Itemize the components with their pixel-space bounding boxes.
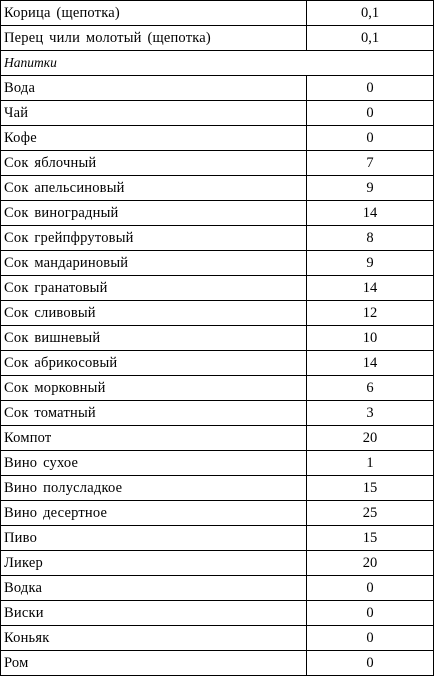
item-value: 0 (307, 651, 434, 676)
item-value: 9 (307, 251, 434, 276)
item-value: 0 (307, 101, 434, 126)
item-name: Чай (1, 101, 307, 126)
item-name: Сок мандариновый (1, 251, 307, 276)
item-name: Водка (1, 576, 307, 601)
table-row (1, 351, 434, 376)
item-name: Вино десертное (1, 501, 307, 526)
table-row (1, 76, 434, 101)
section-header-row (1, 51, 434, 76)
item-name: Сок апельсиновый (1, 176, 307, 201)
section-title: Напитки (1, 51, 434, 76)
table-row (1, 251, 434, 276)
table-row (1, 501, 434, 526)
item-value: 15 (307, 526, 434, 551)
item-name: Ликер (1, 551, 307, 576)
item-value: 14 (307, 351, 434, 376)
table-row (1, 476, 434, 501)
table-row (1, 626, 434, 651)
item-name: Компот (1, 426, 307, 451)
item-name: Сок гранатовый (1, 276, 307, 301)
table-row (1, 576, 434, 601)
item-value: 25 (307, 501, 434, 526)
table-row (1, 401, 434, 426)
table-body (1, 1, 434, 676)
item-value: 0,1 (307, 26, 434, 51)
table-row (1, 426, 434, 451)
item-value: 8 (307, 226, 434, 251)
item-value: 15 (307, 476, 434, 501)
table-row (1, 26, 434, 51)
item-name: Сок виноградный (1, 201, 307, 226)
item-value: 20 (307, 551, 434, 576)
table-row (1, 276, 434, 301)
item-name: Сок абрикосовый (1, 351, 307, 376)
item-value: 3 (307, 401, 434, 426)
item-value: 0 (307, 626, 434, 651)
item-name: Пиво (1, 526, 307, 551)
table-row (1, 601, 434, 626)
table-row (1, 551, 434, 576)
item-value: 0 (307, 126, 434, 151)
table-row (1, 326, 434, 351)
item-value: 7 (307, 151, 434, 176)
item-value: 9 (307, 176, 434, 201)
table-row (1, 1, 434, 26)
item-name: Ром (1, 651, 307, 676)
item-name: Вино полусладкое (1, 476, 307, 501)
item-name: Кофе (1, 126, 307, 151)
item-name: Сок сливовый (1, 301, 307, 326)
table-row (1, 226, 434, 251)
item-name: Сок морковный (1, 376, 307, 401)
table-row (1, 451, 434, 476)
item-value: 1 (307, 451, 434, 476)
item-value: 0 (307, 601, 434, 626)
item-name: Виски (1, 601, 307, 626)
item-value: 14 (307, 201, 434, 226)
item-value: 0 (307, 76, 434, 101)
table-row (1, 376, 434, 401)
item-value: 10 (307, 326, 434, 351)
table-row (1, 176, 434, 201)
item-name: Перец чили молотый (щепотка) (1, 26, 307, 51)
item-name: Сок вишневый (1, 326, 307, 351)
item-value: 20 (307, 426, 434, 451)
item-value: 12 (307, 301, 434, 326)
item-name: Коньяк (1, 626, 307, 651)
item-value: 0,1 (307, 1, 434, 26)
item-value: 14 (307, 276, 434, 301)
table-row (1, 301, 434, 326)
table-row (1, 201, 434, 226)
item-value: 0 (307, 576, 434, 601)
item-name: Вода (1, 76, 307, 101)
item-name: Сок томатный (1, 401, 307, 426)
item-value: 6 (307, 376, 434, 401)
item-name: Сок яблочный (1, 151, 307, 176)
table-row (1, 526, 434, 551)
table-row (1, 151, 434, 176)
table-row (1, 651, 434, 676)
item-name: Корица (щепотка) (1, 1, 307, 26)
table-row (1, 126, 434, 151)
item-name: Сок грейпфрутовый (1, 226, 307, 251)
table-row (1, 101, 434, 126)
item-name: Вино сухое (1, 451, 307, 476)
